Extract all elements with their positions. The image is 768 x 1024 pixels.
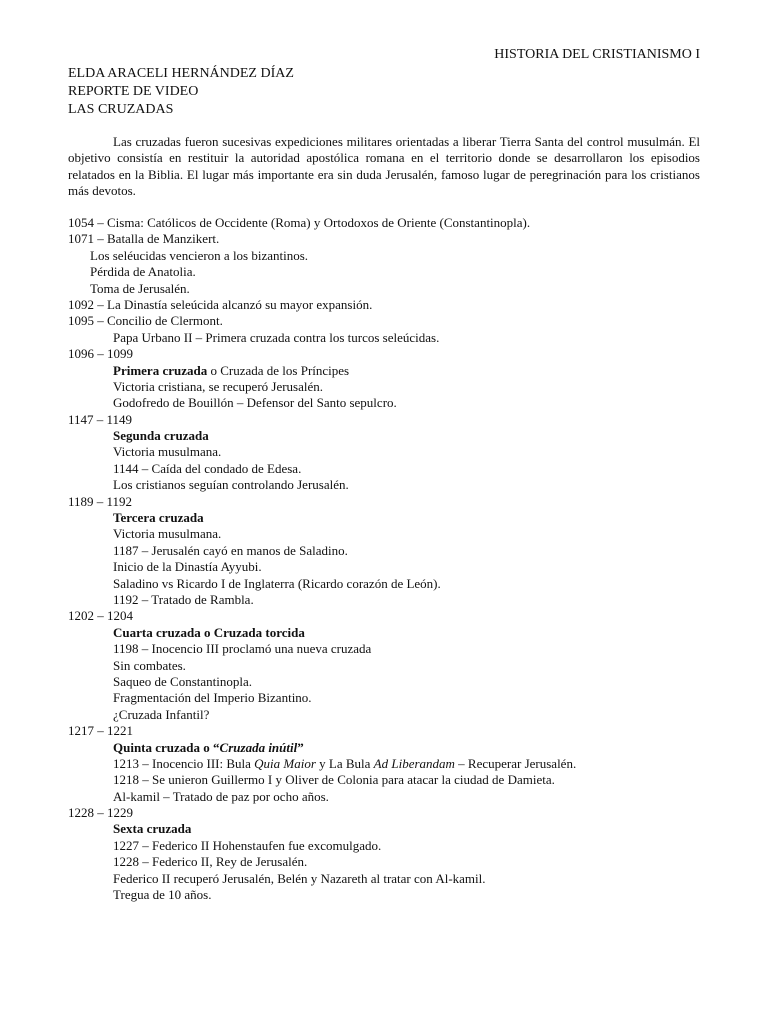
timeline-detail: Pérdida de Anatolia.	[90, 264, 196, 280]
detail-text: – Recuperar Jerusalén.	[454, 755, 577, 771]
timeline-date-range: 1147 – 1149	[68, 411, 133, 427]
timeline-detail: Los cristianos seguían controlando Jerusalén.	[113, 477, 349, 493]
timeline-detail: Toma de Jerusalén.	[90, 280, 190, 296]
author-name: ELDA ARACELI HERNÁNDEZ DÍAZ	[68, 66, 294, 81]
intro-paragraph: Las cruzadas fueron sucesivas expediciones militares orientadas a liberar Tierra Santa del control musulmán. El objetivo consistía en restituir la autoridad apostólica romana en el territorio donde se desarrollaron los episodios relatados en la Biblia. El lugar más importante era sin duda Jerusalén, famoso lugar de peregrinación para los cristianos más devotos.	[68, 134, 700, 198]
bull-name: Quia Maior	[254, 755, 316, 771]
timeline-detail: Inicio de la Dinastía Ayyubi.	[113, 559, 262, 575]
timeline-detail: 1187 – Jerusalén cayó en manos de Saladino.	[113, 542, 348, 558]
detail-text: 1213 – Inocencio III: Bula	[113, 755, 255, 771]
timeline-entry: 1095 – Concilio de Clermont.	[68, 313, 223, 329]
report-type: REPORTE DE VIDEO	[68, 84, 199, 99]
timeline-detail: 1227 – Federico II Hohenstaufen fue excomulgado.	[113, 837, 382, 853]
crusade-name: Primera cruzada	[113, 362, 208, 378]
timeline-detail: 1218 – Se unieron Guillermo I y Oliver de Colonia para atacar la ciudad de Damieta.	[113, 772, 555, 788]
timeline-date-range: 1228 – 1229	[68, 805, 133, 821]
timeline-detail: 1228 – Federico II, Rey de Jerusalén.	[113, 854, 308, 870]
timeline-entry: 1071 – Batalla de Manzikert.	[68, 231, 220, 247]
timeline-detail: Victoria musulmana.	[113, 526, 222, 542]
timeline-detail: Tregua de 10 años.	[113, 887, 212, 903]
timeline-detail: Los seléucidas vencieron a los bizantinos.	[90, 247, 309, 263]
crusade-heading: Tercera cruzada	[113, 510, 204, 526]
crusade-heading	[68, 363, 708, 379]
timeline-detail: Victoria cristiana, se recuperó Jerusalén.	[113, 378, 324, 394]
crusade-heading: Segunda cruzada	[113, 428, 209, 444]
timeline-detail: 1144 – Caída del condado de Edesa.	[113, 460, 302, 476]
timeline-detail: Saqueo de Constantinopla.	[113, 673, 253, 689]
timeline-detail: Saladino vs Ricardo I de Inglaterra (Ricardo corazón de León).	[113, 575, 441, 591]
timeline-detail: Papa Urbano II – Primera cruzada contra los turcos seleúcidas.	[113, 329, 440, 345]
crusade-heading: Sexta cruzada	[113, 821, 192, 837]
crusade-alias: Cruzada inútil	[219, 739, 298, 755]
timeline-detail: Godofredo de Bouillón – Defensor del Santo sepulcro.	[113, 395, 397, 411]
timeline-detail: ¿Cruzada Infantil?	[113, 706, 210, 722]
timeline-detail: Federico II recuperó Jerusalén, Belén y Nazareth al tratar con Al-kamil.	[113, 870, 486, 886]
timeline-entry: 1092 – La Dinastía seleúcida alcanzó su mayor expansión.	[68, 296, 373, 312]
timeline-date-range: 1096 – 1099	[68, 346, 133, 362]
timeline-detail: Al-kamil – Tratado de paz por ocho años.	[113, 788, 329, 804]
bull-name: Ad Liberandam	[373, 755, 455, 771]
timeline-entry: 1054 – Cisma: Católicos de Occidente (Roma) y Ortodoxos de Oriente (Constantinopla).	[68, 215, 531, 230]
crusade-heading	[68, 740, 708, 756]
document-header	[68, 65, 294, 119]
timeline-detail: Sin combates.	[113, 657, 186, 673]
timeline-detail	[68, 756, 708, 772]
timeline-detail: Victoria musulmana.	[113, 444, 222, 460]
timeline-date-range: 1189 – 1192	[68, 493, 133, 509]
crusade-heading: Cuarta cruzada o Cruzada torcida	[113, 624, 305, 640]
timeline-detail: 1198 – Inocencio III proclamó una nueva cruzada	[113, 641, 372, 657]
timeline	[68, 215, 708, 903]
course-title: HISTORIA DEL CRISTIANISMO I	[494, 47, 700, 62]
detail-text: y La Bula	[315, 755, 374, 771]
timeline-detail: Fragmentación del Imperio Bizantino.	[113, 690, 312, 706]
timeline-date-range: 1217 – 1221	[68, 723, 133, 739]
report-topic: LAS CRUZADAS	[68, 102, 174, 117]
closing-quote: ”	[297, 739, 304, 755]
timeline-detail: 1192 – Tratado de Rambla.	[113, 591, 254, 607]
crusade-alias: o Cruzada de los Príncipes	[207, 362, 350, 378]
timeline-date-range: 1202 – 1204	[68, 608, 133, 624]
crusade-name: Quinta cruzada o “	[113, 739, 220, 755]
